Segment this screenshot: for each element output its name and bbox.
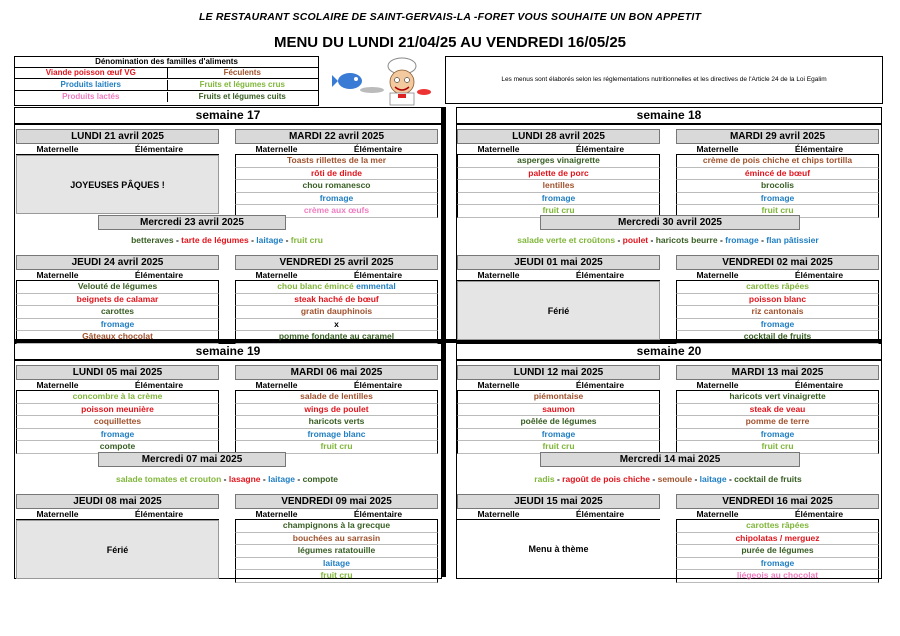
menu-item: pomme fondante au caramel	[235, 331, 438, 344]
day-title: MARDI 29 avril 2025	[676, 129, 879, 144]
week-19-header: semaine 19	[14, 343, 442, 361]
column-headers	[457, 380, 660, 391]
menu-item: haricots verts	[235, 416, 438, 429]
column-headers	[457, 270, 660, 281]
elementaire-label: Élémentaire	[575, 144, 625, 154]
day-title: LUNDI 28 avril 2025	[457, 129, 660, 144]
day-block-ven25	[235, 255, 438, 344]
menu-item: coquillettes	[16, 416, 219, 429]
menu-item: champignons à la grecque	[235, 520, 438, 533]
maternelle-label: Maternelle	[696, 270, 739, 280]
menu-item: fromage	[676, 193, 879, 206]
menu-item: poisson blanc	[676, 294, 879, 307]
menu-item: fruit cru	[457, 205, 660, 218]
wednesday-item: laitage	[268, 474, 296, 484]
day-title: VENDREDI 16 mai 2025	[676, 494, 879, 509]
maternelle-label: Maternelle	[477, 509, 520, 519]
closed-day-notice: Férié	[16, 520, 219, 579]
menu-item: purée de légumes	[676, 545, 879, 558]
separator: -	[173, 235, 182, 245]
wednesday-item: salade verte et croûtons	[517, 235, 616, 245]
elementaire-label: Élémentaire	[794, 270, 844, 280]
menu-item: crème de pois chiche et chips tortilla	[676, 155, 879, 168]
column-headers	[16, 380, 219, 391]
wednesday-item: poulet	[622, 235, 649, 245]
separator: -	[650, 474, 658, 484]
legend-viande: Viande poisson œuf VG	[15, 68, 168, 78]
menu-item: Toasts rillettes de la mer	[235, 155, 438, 168]
elementaire-label: Élémentaire	[575, 509, 625, 519]
day-title: LUNDI 12 mai 2025	[457, 365, 660, 380]
separator: -	[221, 474, 229, 484]
menu-item: x	[235, 319, 438, 332]
closed-day-notice: JOYEUSES PÂQUES !	[16, 155, 219, 214]
separator: -	[248, 235, 257, 245]
menu-item: fromage	[235, 193, 438, 206]
menu-item-part: emmental	[356, 281, 396, 291]
menu-item: fruit cru	[457, 441, 660, 454]
menu-item: laitage	[235, 558, 438, 571]
menu-item: carottes râpées	[676, 281, 879, 294]
menu-item: Gâteaux chocolat	[16, 331, 219, 344]
menu-period-title: MENU DU LUNDI 21/04/25 AU VENDREDI 16/05/25	[273, 34, 627, 51]
week-17-header: semaine 17	[14, 107, 442, 125]
column-headers	[676, 270, 879, 281]
menu-item: salade de lentilles	[235, 391, 438, 404]
legend-cuits: Fruits et légumes cuits	[198, 92, 286, 101]
elementaire-label: Élémentaire	[353, 509, 403, 519]
legend-row	[15, 80, 318, 91]
maternelle-label: Maternelle	[477, 144, 520, 154]
menu-item: haricots vert vinaigrette	[676, 391, 879, 404]
maternelle-label: Maternelle	[36, 270, 79, 280]
day-title: JEUDI 08 mai 2025	[16, 494, 219, 509]
day-title: VENDREDI 02 mai 2025	[676, 255, 879, 270]
wednesday-item: radis	[534, 474, 555, 484]
theme-menu-notice: Menu à thème	[528, 543, 589, 554]
menu-item: riz cantonais	[676, 306, 879, 319]
maternelle-label: Maternelle	[477, 380, 520, 390]
menu-item: bouchées au sarrasin	[235, 533, 438, 546]
day-title: MARDI 22 avril 2025	[235, 129, 438, 144]
legend-row	[15, 68, 318, 79]
separator: -	[758, 235, 767, 245]
day-block-mar29	[676, 129, 879, 218]
wednesday-menu	[14, 474, 440, 484]
separator: -	[260, 474, 269, 484]
day-block-mar22	[235, 129, 438, 218]
wednesday-menu	[456, 474, 880, 484]
maternelle-label: Maternelle	[36, 509, 79, 519]
elementaire-label: Élémentaire	[134, 380, 184, 390]
menu-item: émincé de bœuf	[676, 168, 879, 181]
wednesday-title: Mercredi 23 avril 2025	[98, 215, 286, 230]
wednesday-item: haricots beurre	[655, 235, 718, 245]
elementaire-label: Élémentaire	[794, 509, 844, 519]
wednesday-item: semoule	[657, 474, 693, 484]
legend-lactes: Produits lactés	[15, 92, 168, 102]
maternelle-label: Maternelle	[255, 380, 298, 390]
day-title: MARDI 13 mai 2025	[676, 365, 879, 380]
elementaire-label: Élémentaire	[353, 144, 403, 154]
day-block-jeu08	[16, 494, 219, 579]
elementaire-label: Élémentaire	[353, 270, 403, 280]
wednesday-menu	[14, 235, 440, 245]
wednesday-item: flan pâtissier	[766, 235, 819, 245]
legend-laitiers: Produits laitiers	[15, 80, 168, 90]
menu-item: fruit cru	[235, 441, 438, 454]
menu-item: crème aux œufs	[235, 205, 438, 218]
wednesday-item: salade tomates et crouton	[115, 474, 222, 484]
separator: -	[615, 235, 623, 245]
day-block-mar06	[235, 365, 438, 454]
wednesday-item: lasagne	[228, 474, 261, 484]
day-block-ven09	[235, 494, 438, 583]
menu-item: carottes râpées	[676, 520, 879, 533]
maternelle-label: Maternelle	[36, 380, 79, 390]
column-headers	[676, 509, 879, 520]
wednesday-title: Mercredi 14 mai 2025	[540, 452, 800, 467]
elementaire-label: Élémentaire	[134, 270, 184, 280]
column-headers	[235, 144, 438, 155]
wednesday-item: laitage	[256, 235, 284, 245]
menu-item: chou romanesco	[235, 180, 438, 193]
menu-item: gratin dauphinois	[235, 306, 438, 319]
day-block-ven16	[676, 494, 879, 583]
day-block-jeu24	[16, 255, 219, 344]
column-headers	[16, 509, 219, 520]
elementaire-label: Élémentaire	[794, 380, 844, 390]
day-title: JEUDI 01 mai 2025	[457, 255, 660, 270]
wednesday-title: Mercredi 07 mai 2025	[98, 452, 286, 467]
menu-item: carottes	[16, 306, 219, 319]
day-block-jeu15	[457, 494, 660, 577]
wednesday-item: fruit cru	[290, 235, 323, 245]
menu-item: saumon	[457, 404, 660, 417]
closed-day-notice: Férié	[457, 281, 660, 340]
maternelle-label: Maternelle	[255, 509, 298, 519]
wednesday-item: tarte de légumes	[181, 235, 249, 245]
legend-row	[15, 92, 318, 102]
elementaire-label: Élémentaire	[575, 380, 625, 390]
day-block-jeu01	[457, 255, 660, 340]
maternelle-label: Maternelle	[255, 270, 298, 280]
menu-item: fromage	[16, 429, 219, 442]
day-block-mar13	[676, 365, 879, 454]
column-headers	[16, 144, 219, 155]
menu-item: wings de poulet	[235, 404, 438, 417]
column-headers	[235, 270, 438, 281]
day-block-lun05	[16, 365, 219, 454]
chef-fish-illustration	[332, 56, 432, 106]
elementaire-label: Élémentaire	[794, 144, 844, 154]
wednesday-item: compote	[302, 474, 339, 484]
elementaire-label: Élémentaire	[353, 380, 403, 390]
day-title: VENDREDI 25 avril 2025	[235, 255, 438, 270]
maternelle-label: Maternelle	[36, 144, 79, 154]
menu-item: rôti de dinde	[235, 168, 438, 181]
menu-item: poisson meunière	[16, 404, 219, 417]
day-block-lun28	[457, 129, 660, 218]
menu-item: fruit cru	[676, 205, 879, 218]
elementaire-label: Élémentaire	[575, 270, 625, 280]
week-18-header: semaine 18	[456, 107, 882, 125]
menu-item: Velouté de légumes	[16, 281, 219, 294]
column-headers	[457, 144, 660, 155]
week-20-header: semaine 20	[456, 343, 882, 361]
day-title: VENDREDI 09 mai 2025	[235, 494, 438, 509]
separator: -	[717, 235, 726, 245]
column-headers	[235, 509, 438, 520]
wednesday-item: cocktail de fruits	[734, 474, 802, 484]
separator: -	[554, 474, 563, 484]
column-headers	[457, 509, 660, 520]
day-block-lun21	[16, 129, 219, 214]
column-headers	[676, 144, 879, 155]
menu-item: fromage	[676, 429, 879, 442]
wednesday-title: Mercredi 30 avril 2025	[540, 215, 800, 230]
menu-item: steak haché de bœuf	[235, 294, 438, 307]
day-title: JEUDI 24 avril 2025	[16, 255, 219, 270]
day-block-ven02	[676, 255, 879, 344]
wednesday-item: ragoût de pois chiche	[562, 474, 651, 484]
menu-item: poêlée de légumes	[457, 416, 660, 429]
separator: -	[648, 235, 656, 245]
menu-item: pomme de terre	[676, 416, 879, 429]
day-title: MARDI 06 mai 2025	[235, 365, 438, 380]
legend-title: Dénomination des familles d'aliments	[15, 57, 318, 68]
wednesday-item: laitage	[699, 474, 727, 484]
menu-item: fromage blanc	[235, 429, 438, 442]
maternelle-label: Maternelle	[696, 509, 739, 519]
wednesday-item: betteraves	[131, 235, 174, 245]
menu-item: asperges vinaigrette	[457, 155, 660, 168]
restaurant-greeting: LE RESTAURANT SCOLAIRE DE SAINT-GERVAIS-LA -FORET VOUS SOUHAITE UN BON APPETIT	[198, 11, 702, 23]
menu-item: chipolatas / merguez	[676, 533, 879, 546]
elementaire-label: Élémentaire	[134, 144, 184, 154]
menu-item-part: chou blanc émincé	[277, 281, 357, 291]
column-headers	[676, 380, 879, 391]
maternelle-label: Maternelle	[696, 380, 739, 390]
egalim-note: Les menus sont élaborés selon les réglementations nutritionnelles et les directives de l'Article 24 de la Loi Egalim	[445, 56, 883, 104]
menu-item: fruit cru	[235, 570, 438, 583]
column-headers	[235, 380, 438, 391]
column-headers	[16, 270, 219, 281]
menu-item: lentilles	[457, 180, 660, 193]
menu-item	[235, 281, 438, 294]
menu-item: fromage	[16, 319, 219, 332]
maternelle-label: Maternelle	[696, 144, 739, 154]
menu-item: concombre à la crème	[16, 391, 219, 404]
menu-item: brocolis	[676, 180, 879, 193]
menu-item: liégeois au chocolat	[676, 570, 879, 583]
menu-item: fromage	[457, 429, 660, 442]
food-family-legend	[14, 56, 319, 106]
maternelle-label: Maternelle	[477, 270, 520, 280]
separator: -	[295, 474, 303, 484]
menu-item: fromage	[676, 319, 879, 332]
menu-item: fruit cru	[676, 441, 879, 454]
menu-item: légumes ratatouille	[235, 545, 438, 558]
day-title: LUNDI 05 mai 2025	[16, 365, 219, 380]
elementaire-label: Élémentaire	[134, 509, 184, 519]
menu-item: steak de veau	[676, 404, 879, 417]
menu-item: fromage	[457, 193, 660, 206]
separator: -	[726, 474, 735, 484]
legend-crus: Fruits et légumes crus	[199, 80, 285, 89]
separator: -	[283, 235, 291, 245]
wednesday-item: fromage	[725, 235, 759, 245]
wednesday-menu	[456, 235, 880, 245]
menu-item: beignets de calamar	[16, 294, 219, 307]
menu-item: compote	[16, 441, 219, 454]
day-block-lun12	[457, 365, 660, 454]
day-title: LUNDI 21 avril 2025	[16, 129, 219, 144]
menu-item: piémontaise	[457, 391, 660, 404]
menu-item: fromage	[676, 558, 879, 571]
legend-feculents: Féculents	[223, 68, 261, 77]
separator: -	[692, 474, 700, 484]
maternelle-label: Maternelle	[255, 144, 298, 154]
menu-item: cocktail de fruits	[676, 331, 879, 344]
day-title: JEUDI 15 mai 2025	[457, 494, 660, 509]
menu-item: palette de porc	[457, 168, 660, 181]
